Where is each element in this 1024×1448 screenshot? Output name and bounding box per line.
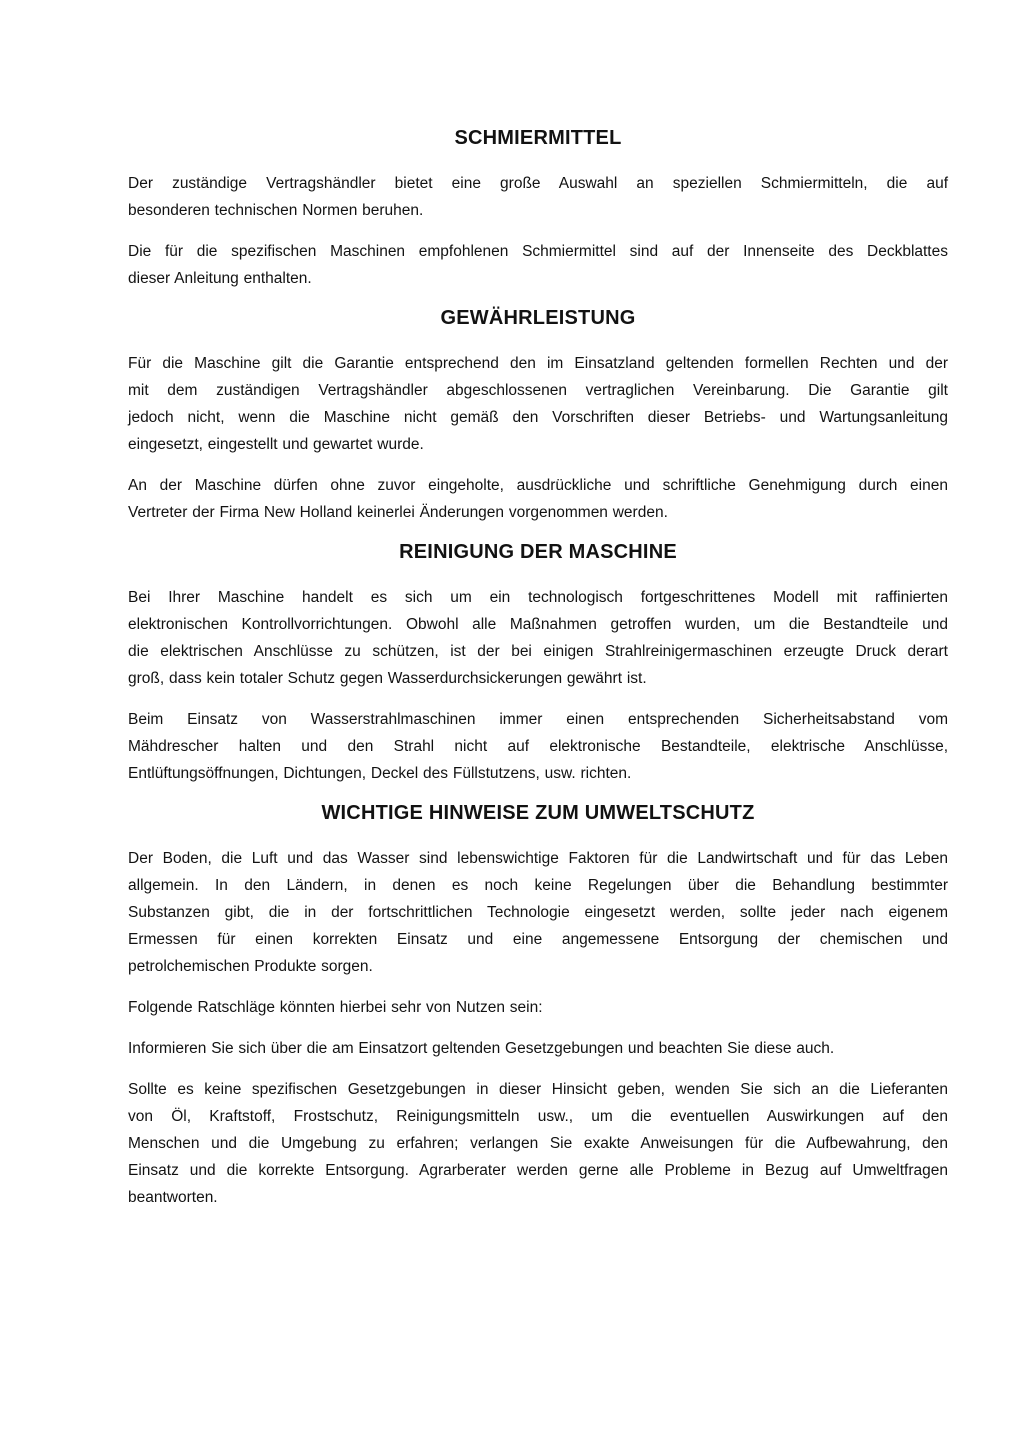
text-line: Für die Maschine gilt die Garantie entsprechend den im Einsatzland geltenden formellen Rechten und der — [128, 355, 948, 372]
text-line: An der Maschine dürfen ohne zuvor eingeholte, ausdrückliche und schriftliche Genehmigung durch einen — [128, 477, 948, 494]
text-line: Entlüftungsöffnungen, Dichtungen, Deckel des Füllstutzens, usw. richten. — [128, 765, 632, 782]
section-title: SCHMIERMITTEL — [454, 127, 622, 149]
text-line: Menschen und die Umgebung zu erfahren; verlangen Sie exakte Anweisungen für die Aufbewahrung, den — [128, 1135, 948, 1152]
text-line: petrolchemischen Produkte sorgen. — [128, 958, 373, 975]
text-line: Sollte es keine spezifischen Gesetzgebungen in dieser Hinsicht geben, wenden Sie sich an die Lieferanten — [128, 1081, 948, 1098]
text-line: allgemein. In den Ländern, in denen es noch keine Regelungen über die Behandlung bestimmter — [128, 877, 948, 894]
text-line: die elektrischen Anschlüsse zu schützen, ist der bei einigen Strahlreinigermaschinen erzeugte Druck derart — [128, 643, 948, 660]
document-section — [128, 801, 948, 1211]
text-line: Informieren Sie sich über die am Einsatzort geltenden Gesetzgebungen und beachten Sie diese auch. — [128, 1040, 835, 1057]
text-line: mit dem zuständigen Vertragshändler abgeschlossenen vertraglichen Vereinbarung. Die Garantie gilt — [128, 382, 948, 399]
text-line: beantworten. — [128, 1189, 218, 1206]
text-line: elektronischen Kontrollvorrichtungen. Obwohl alle Maßnahmen getroffen wurden, um die Bestandteile und — [128, 616, 948, 633]
text-line: Der Boden, die Luft und das Wasser sind lebenswichtige Faktoren für die Landwirtschaft und für das Leben — [128, 850, 948, 867]
paragraph — [128, 994, 948, 1021]
paragraph — [128, 584, 948, 692]
text-line: Mähdrescher halten und den Strahl nicht auf elektronische Bestandteile, elektrische Anschlüsse, — [128, 738, 948, 755]
text-line: eingesetzt, eingestellt und gewartet wurde. — [128, 436, 424, 453]
text-line: dieser Anleitung enthalten. — [128, 270, 312, 287]
text-line: jedoch nicht, wenn die Maschine nicht gemäß den Vorschriften dieser Betriebs- und Wartungsanleitung — [128, 409, 948, 426]
paragraph — [128, 1035, 948, 1062]
paragraph — [128, 350, 948, 458]
text-line: Der zuständige Vertragshändler bietet eine große Auswahl an speziellen Schmiermitteln, die auf — [128, 175, 948, 192]
paragraph — [128, 845, 948, 980]
section-title: GEWÄHRLEISTUNG — [440, 307, 636, 329]
section-title: WICHTIGE HINWEISE ZUM UMWELTSCHUTZ — [321, 802, 755, 824]
paragraph — [128, 706, 948, 787]
text-line: von Öl, Kraftstoff, Frostschutz, Reinigungsmitteln usw., um die eventuellen Auswirkungen auf den — [128, 1108, 948, 1125]
text-line: Bei Ihrer Maschine handelt es sich um ein technologisch fortgeschrittenes Modell mit raffinierten — [128, 589, 948, 606]
text-line: besonderen technischen Normen beruhen. — [128, 202, 424, 219]
paragraph — [128, 1076, 948, 1211]
text-line: Ermessen für einen korrekten Einsatz und eine angemessene Entsorgung der chemischen und — [128, 931, 948, 948]
document-section — [128, 540, 948, 787]
text-line: Folgende Ratschläge könnten hierbei sehr von Nutzen sein: — [128, 999, 543, 1016]
section-title: REINIGUNG DER MASCHINE — [399, 541, 677, 563]
text-line: groß, dass kein totaler Schutz gegen Wasserdurchsickerungen gewährt ist. — [128, 670, 647, 687]
text-line: Einsatz und die korrekte Entsorgung. Agrarberater werden gerne alle Probleme in Bezug auf Umweltfragen — [128, 1162, 948, 1179]
text-line: Beim Einsatz von Wasserstrahlmaschinen immer einen entsprechenden Sicherheitsabstand vom — [128, 711, 948, 728]
text-line: Vertreter der Firma New Holland keinerlei Änderungen vorgenommen werden. — [128, 504, 668, 521]
text-line: Die für die spezifischen Maschinen empfohlenen Schmiermittel sind auf der Innenseite des Deckblattes — [128, 243, 948, 260]
paragraph — [128, 238, 948, 292]
paragraph — [128, 472, 948, 526]
text-line: Substanzen gibt, die in der fortschrittlichen Technologie eingesetzt werden, sollte jeder nach eigenem — [128, 904, 948, 921]
paragraph — [128, 170, 948, 224]
document-section — [128, 306, 948, 526]
document-section — [128, 126, 948, 292]
